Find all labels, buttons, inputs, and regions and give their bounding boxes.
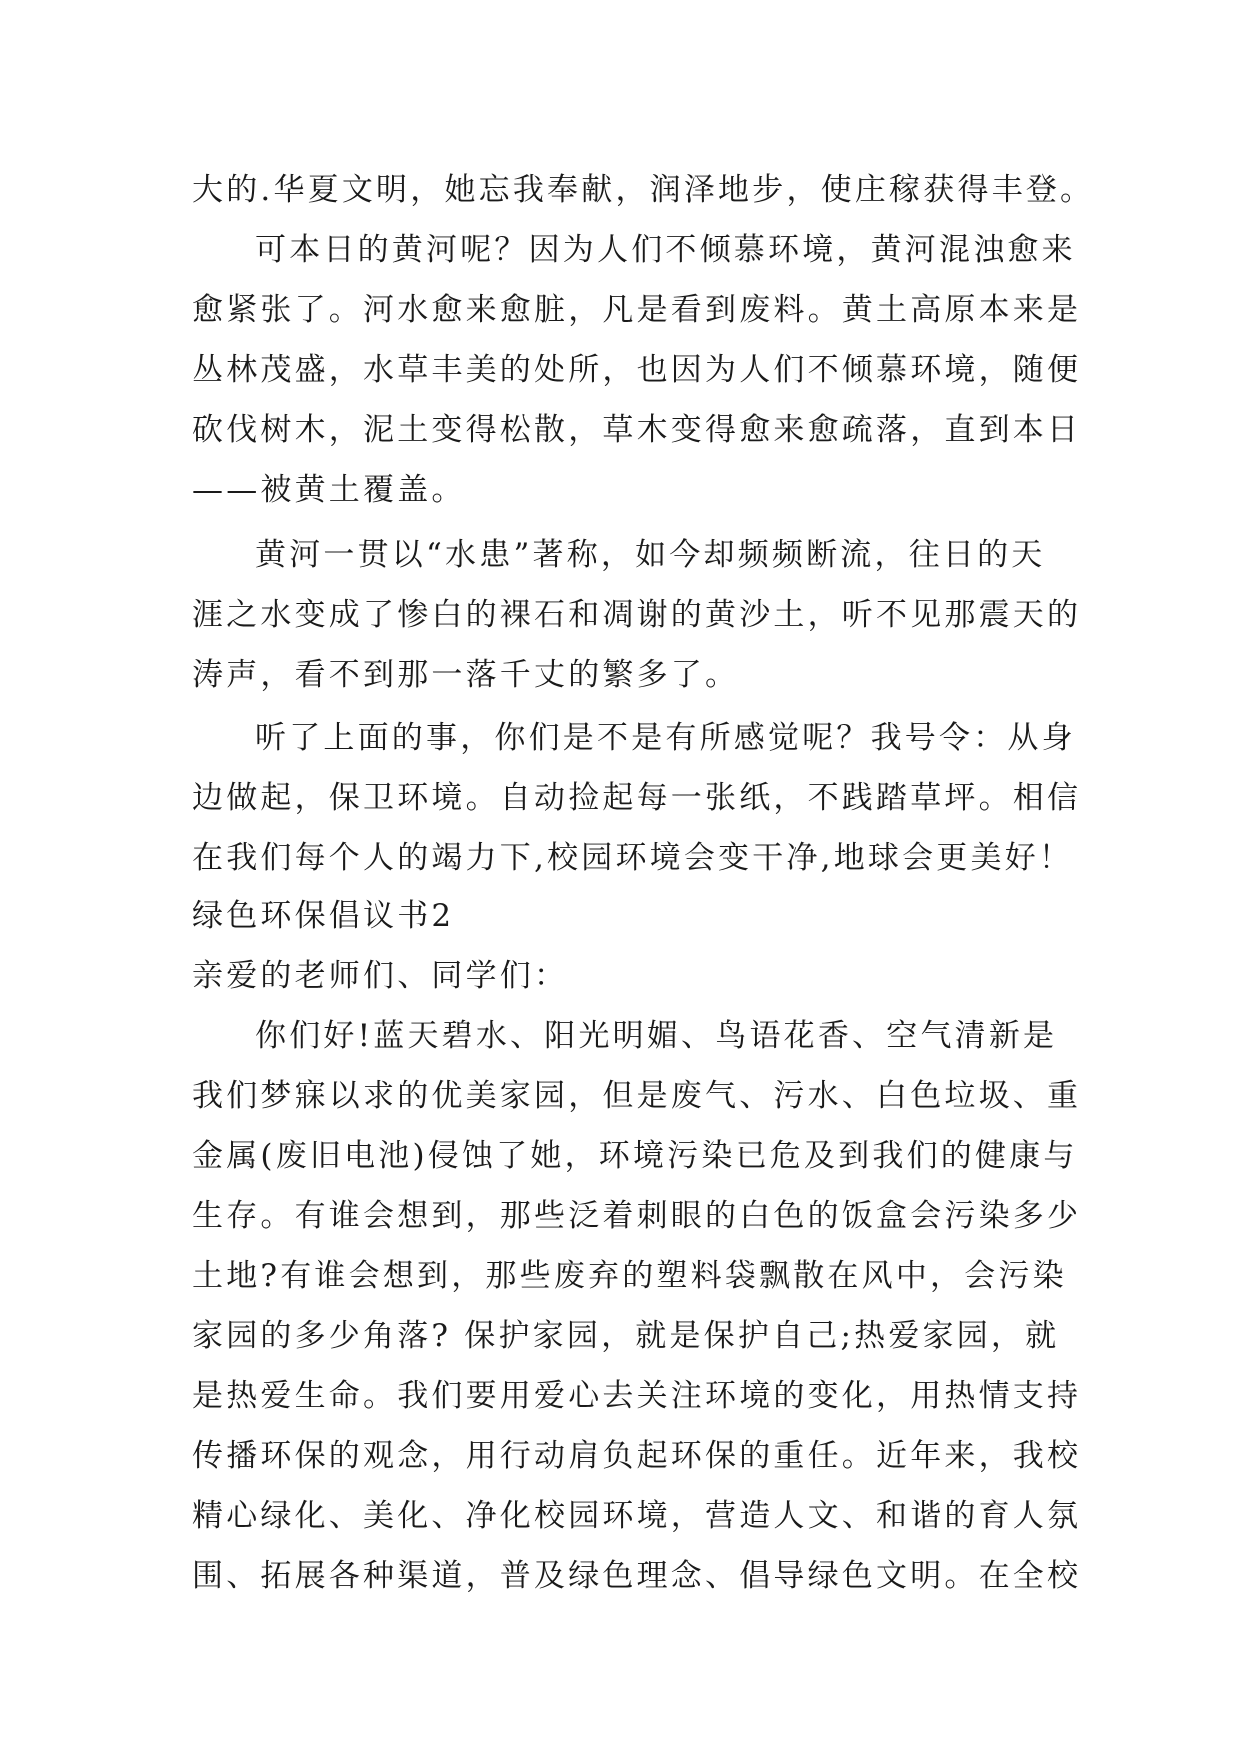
text-line: ——被黄土覆盖。	[192, 472, 466, 508]
text-line: 土地?有谁会想到，那些废弃的塑料袋飘散在风中，会污染	[192, 1258, 1067, 1294]
text-line: 是热爱生命。我们要用爱心去关注环境的变化，用热情支持	[192, 1378, 1082, 1414]
text-line: 生存。有谁会想到，那些泛着刺眼的白色的饭盒会污染多少	[192, 1198, 1082, 1234]
text-line: 家园的多少角落? 保护家园，就是保护自己;热爱家园，就	[192, 1318, 1060, 1354]
text-line: 大的.华夏文明，她忘我奉献，润泽地步，使庄稼获得丰登。	[192, 172, 1095, 208]
text-line: 金属(废旧电池)侵蚀了她，环境污染已危及到我们的健康与	[192, 1138, 1078, 1174]
text-line: 围、拓展各种渠道，普及绿色理念、倡导绿色文明。在全校	[192, 1558, 1082, 1594]
paragraph-start-line: 黄河一贯以“水患”著称，如今却频频断流，往日的天	[255, 537, 1046, 573]
text-line: 我们梦寐以求的优美家园，但是废气、污水、白色垃圾、重	[192, 1078, 1082, 1114]
paragraph-start-line: 听了上面的事，你们是不是有所感觉呢？我号令：从身	[255, 720, 1076, 756]
text-line: 愈紧张了。河水愈来愈脏，凡是看到废料。黄土高原本来是	[192, 292, 1082, 328]
paragraph-start-line: 可本日的黄河呢？因为人们不倾慕环境，黄河混浊愈来	[255, 232, 1076, 268]
salutation: 亲爱的老师们、同学们：	[192, 958, 569, 994]
text-line: 丛林茂盛，水草丰美的处所，也因为人们不倾慕环境，随便	[192, 352, 1082, 388]
text-line: 边做起，保卫环境。自动捡起每一张纸，不践踏草坪。相信	[192, 780, 1082, 816]
text-line: 砍伐树木，泥土变得松散，草木变得愈来愈疏落，直到本日	[192, 412, 1082, 448]
text-line: 涛声，看不到那一落千丈的繁多了。	[192, 657, 740, 693]
paragraph-start-line: 你们好!蓝天碧水、阳光明媚、鸟语花香、空气清新是	[255, 1018, 1058, 1054]
text-line: 传播环保的观念，用行动肩负起环保的重任。近年来，我校	[192, 1438, 1082, 1474]
text-line: 精心绿化、美化、净化校园环境，营造人文、和谐的育人氛	[192, 1498, 1082, 1534]
section-heading: 绿色环保倡议书2	[192, 898, 455, 934]
text-line: 在我们每个人的竭力下,校园环境会变干净,地球会更美好！	[192, 840, 1074, 876]
text-line: 涯之水变成了惨白的裸石和凋谢的黄沙土，听不见那震天的	[192, 597, 1082, 633]
